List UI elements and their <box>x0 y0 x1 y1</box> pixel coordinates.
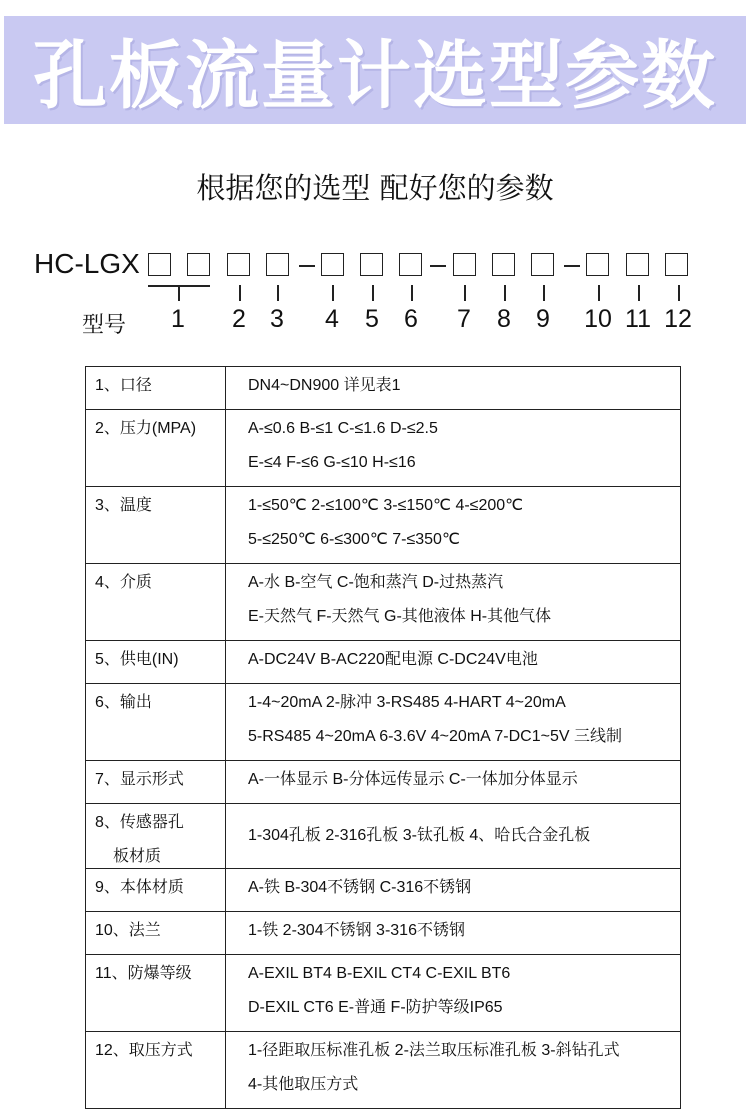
bracket-tick <box>372 285 374 301</box>
bracket-tick <box>277 285 279 301</box>
bracket-tick <box>504 285 506 301</box>
model-prefix: HC-LGX <box>34 248 140 279</box>
code-box <box>148 253 171 276</box>
code-dash <box>564 265 580 267</box>
code-box <box>227 253 250 276</box>
code-box <box>492 253 515 276</box>
spec-row <box>86 367 681 410</box>
spec-value-cell <box>226 487 681 564</box>
bracket-tick <box>678 285 680 301</box>
spec-key-cell <box>86 1032 226 1109</box>
spec-value-cell <box>226 761 681 804</box>
position-number: 7 <box>457 305 471 333</box>
position-number: 11 <box>625 305 651 333</box>
spec-row <box>86 641 681 684</box>
spec-key-cell <box>86 955 226 1032</box>
spec-key: 8、传感器孔 <box>95 814 184 831</box>
bracket-tick <box>178 285 180 301</box>
spec-row <box>86 487 681 564</box>
code-box <box>360 253 383 276</box>
spec-key: 2、压力(MPA) <box>95 420 197 437</box>
spec-key-cell <box>86 367 226 410</box>
bracket-tick <box>543 285 545 301</box>
position-number: 8 <box>497 305 511 333</box>
spec-value-line: DN4~DN900 详见表1 <box>248 377 401 394</box>
spec-key: 9、本体材质 <box>95 879 184 896</box>
bracket-tick <box>239 285 241 301</box>
spec-value-line: 1-≤50℃ 2-≤100℃ 3-≤150℃ 4-≤200℃ <box>248 497 524 514</box>
spec-key: 12、取压方式 <box>95 1042 193 1059</box>
code-dash <box>430 265 446 267</box>
spec-value-line: A-EXIL BT4 B-EXIL CT4 C-EXIL BT6 <box>248 965 511 982</box>
spec-key-cell <box>86 487 226 564</box>
spec-value-line: A-铁 B-304不锈钢 C-316不锈钢 <box>248 879 472 896</box>
spec-value-line: 1-304孔板 2-316孔板 3-钛孔板 4、哈氏合金孔板 <box>248 827 591 844</box>
spec-value-line: 5-RS485 4~20mA 6-3.6V 4~20mA 7-DC1~5V 三线制 <box>248 728 622 745</box>
spec-value-line: 1-4~20mA 2-脉冲 3-RS485 4-HART 4~20mA <box>248 694 566 711</box>
spec-key: 板材质 <box>113 848 162 865</box>
spec-key: 10、法兰 <box>95 922 161 939</box>
page-title: 孔板流量计选型参数 <box>33 33 717 119</box>
spec-key-cell <box>86 804 226 869</box>
spec-value-line: E-天然气 F-天然气 G-其他液体 H-其他气体 <box>248 608 552 625</box>
position-number: 12 <box>664 305 692 333</box>
bracket-tick <box>332 285 334 301</box>
code-box <box>586 253 609 276</box>
spec-table <box>85 366 681 1109</box>
code-box <box>453 253 476 276</box>
spec-key: 6、输出 <box>95 694 152 711</box>
spec-value-line: A-DC24V B-AC220配电源 C-DC24V电池 <box>248 651 538 668</box>
spec-key-cell <box>86 564 226 641</box>
position-number: 3 <box>270 305 284 333</box>
spec-row <box>86 761 681 804</box>
spec-key: 5、供电(IN) <box>95 651 179 668</box>
spec-key: 7、显示形式 <box>95 771 184 788</box>
code-dash <box>299 265 315 267</box>
spec-key: 4、介质 <box>95 574 152 591</box>
spec-row <box>86 410 681 487</box>
spec-value-line: 1-铁 2-304不锈钢 3-316不锈钢 <box>248 922 465 939</box>
bracket-tick <box>464 285 466 301</box>
code-box <box>321 253 344 276</box>
spec-value-cell <box>226 1032 681 1109</box>
spec-row <box>86 564 681 641</box>
code-box <box>626 253 649 276</box>
spec-row <box>86 684 681 761</box>
spec-value-line: 4-其他取压方式 <box>248 1076 359 1093</box>
code-box <box>266 253 289 276</box>
spec-key-cell <box>86 684 226 761</box>
position-number: 9 <box>536 305 550 333</box>
spec-value-cell <box>226 912 681 955</box>
spec-row <box>86 804 681 869</box>
position-number: 4 <box>325 305 339 333</box>
spec-value-line: 5-≤250℃ 6-≤300℃ 7-≤350℃ <box>248 531 460 548</box>
bracket-tick <box>411 285 413 301</box>
spec-value-line: A-水 B-空气 C-饱和蒸汽 D-过热蒸汽 <box>248 574 504 591</box>
model-label: 型号 <box>82 313 127 338</box>
spec-key-cell <box>86 410 226 487</box>
position-number: 6 <box>404 305 418 333</box>
code-box <box>531 253 554 276</box>
spec-row <box>86 869 681 912</box>
code-box <box>187 253 210 276</box>
spec-value-line: D-EXIL CT6 E-普通 F-防护等级IP65 <box>248 999 503 1016</box>
spec-value-cell <box>226 955 681 1032</box>
spec-value-line: A-≤0.6 B-≤1 C-≤1.6 D-≤2.5 <box>248 420 438 437</box>
model-code-diagram <box>0 0 750 340</box>
spec-key: 1、口径 <box>95 377 152 394</box>
spec-value-line: 1-径距取压标准孔板 2-法兰取压标准孔板 3-斜钻孔式 <box>248 1042 620 1059</box>
spec-row <box>86 1032 681 1109</box>
spec-value-cell <box>226 564 681 641</box>
code-box <box>665 253 688 276</box>
spec-value-line: A-一体显示 B-分体远传显示 C-一体加分体显示 <box>248 771 578 788</box>
spec-value-cell <box>226 684 681 761</box>
spec-key-cell <box>86 641 226 684</box>
spec-row <box>86 912 681 955</box>
position-number: 2 <box>232 305 246 333</box>
spec-key-cell <box>86 761 226 804</box>
position-number: 1 <box>171 305 185 333</box>
spec-value-cell <box>226 641 681 684</box>
spec-value-line: E-≤4 F-≤6 G-≤10 H-≤16 <box>248 454 416 471</box>
position-number: 5 <box>365 305 379 333</box>
spec-key: 3、温度 <box>95 497 152 514</box>
bracket-tick <box>638 285 640 301</box>
position-number: 10 <box>584 305 612 333</box>
spec-value-cell <box>226 869 681 912</box>
spec-key: 11、防爆等级 <box>95 965 192 982</box>
spec-value-cell <box>226 804 681 869</box>
spec-row <box>86 955 681 1032</box>
spec-key-cell <box>86 912 226 955</box>
code-box <box>399 253 422 276</box>
spec-key-cell <box>86 869 226 912</box>
spec-value-cell <box>226 367 681 410</box>
bracket-tick <box>598 285 600 301</box>
spec-value-cell <box>226 410 681 487</box>
subtitle: 根据您的选型 配好您的参数 <box>196 171 554 205</box>
